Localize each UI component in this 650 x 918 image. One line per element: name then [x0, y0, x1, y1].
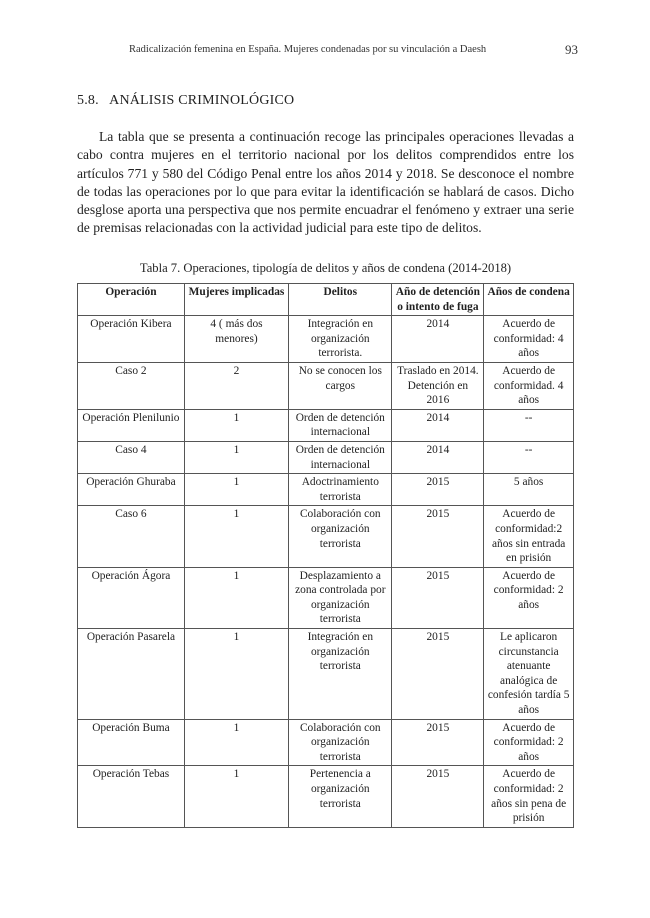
cell-anio: 2015	[392, 719, 484, 766]
cell-condena: Acuerdo de conformidad. 4 años	[484, 362, 574, 409]
cell-operacion: Operación Kibera	[78, 316, 185, 363]
cell-operacion: Caso 4	[78, 441, 185, 473]
cell-delitos: Colaboración con organización terrorista	[289, 719, 392, 766]
operations-table	[77, 283, 574, 828]
header-anios-condena: Años de condena	[484, 284, 574, 316]
cell-delitos: Integración en organización terrorista	[289, 629, 392, 720]
cell-condena: Acuerdo de conformidad: 2 años	[484, 567, 574, 628]
cell-mujeres: 2	[184, 362, 288, 409]
cell-operacion: Caso 6	[78, 506, 185, 567]
cell-delitos: Pertenencia a organización terrorista	[289, 766, 392, 827]
cell-anio: 2014	[392, 316, 484, 363]
cell-delitos: Orden de detención internacional	[289, 441, 392, 473]
body-paragraph: La tabla que se presenta a continuación recoge las principales operaciones llevadas a cabo contra mujeres en el territorio nacional por los delitos comprendidos entre los artículos 771 y 580 del Código Penal entre los años 2014 y 2018. Se desconoce el nombre de todas las operaciones por lo que para evitar la identificación se hablará de casos. Dicho desglose aporta una perspectiva que nos permite encuadrar el fenómeno y extraer una serie de premisas relacionadas con la actividad judicial para este tipo de delitos.	[77, 129, 574, 236]
cell-delitos: Integración en organización terrorista.	[289, 316, 392, 363]
cell-operacion: Operación Ágora	[78, 567, 185, 628]
header-anio-detencion: Año de detención o intento de fuga	[392, 284, 484, 316]
cell-condena: Acuerdo de conformidad:2 años sin entrada en prisión	[484, 506, 574, 567]
cell-condena: Acuerdo de conformidad: 2 años	[484, 719, 574, 766]
table-row	[78, 506, 574, 567]
cell-operacion: Operación Tebas	[78, 766, 185, 827]
cell-condena: --	[484, 409, 574, 441]
cell-delitos: Adoctrinamiento terrorista	[289, 474, 392, 506]
cell-condena: Le aplicaron circunstancia atenuante analógica de confesión tardía 5 años	[484, 629, 574, 720]
cell-mujeres: 1	[184, 629, 288, 720]
table-row	[78, 441, 574, 473]
header-operacion: Operación	[78, 284, 185, 316]
cell-anio: 2015	[392, 766, 484, 827]
cell-anio: 2015	[392, 474, 484, 506]
section-heading: 5.8. ANÁLISIS CRIMINOLÓGICO	[77, 93, 295, 108]
cell-mujeres: 1	[184, 719, 288, 766]
header-mujeres: Mujeres implicadas	[184, 284, 288, 316]
cell-condena: Acuerdo de conformidad: 2 años sin pena de prisión	[484, 766, 574, 827]
cell-operacion: Caso 2	[78, 362, 185, 409]
cell-anio: 2015	[392, 567, 484, 628]
cell-mujeres: 1	[184, 766, 288, 827]
running-head: Radicalización femenina en España. Mujeres condenadas por su vinculación a Daesh	[129, 44, 487, 55]
cell-delitos: Colaboración con organización terrorista	[289, 506, 392, 567]
table-row	[78, 766, 574, 827]
table-row	[78, 409, 574, 441]
page-number: 93	[565, 42, 578, 57]
cell-operacion: Operación Buma	[78, 719, 185, 766]
table-row	[78, 567, 574, 628]
cell-operacion: Operación Plenilunio	[78, 409, 185, 441]
cell-condena: Acuerdo de conformidad: 4 años	[484, 316, 574, 363]
cell-anio: 2014	[392, 441, 484, 473]
cell-anio: 2015	[392, 629, 484, 720]
cell-delitos: No se conocen los cargos	[289, 362, 392, 409]
table-row	[78, 316, 574, 363]
cell-mujeres: 1	[184, 506, 288, 567]
header-delitos: Delitos	[289, 284, 392, 316]
cell-mujeres: 1	[184, 409, 288, 441]
cell-operacion: Operación Pasarela	[78, 629, 185, 720]
cell-delitos: Desplazamiento a zona controlada por organización terrorista	[289, 567, 392, 628]
table-row	[78, 629, 574, 720]
table-row	[78, 474, 574, 506]
cell-mujeres: 1	[184, 567, 288, 628]
cell-condena: 5 años	[484, 474, 574, 506]
table-row	[78, 719, 574, 766]
cell-anio: 2014	[392, 409, 484, 441]
table-caption: Tabla 7. Operaciones, tipología de delitos y años de condena (2014-2018)	[139, 261, 512, 275]
cell-anio: Traslado en 2014. Detención en 2016	[392, 362, 484, 409]
cell-operacion: Operación Ghuraba	[78, 474, 185, 506]
cell-anio: 2015	[392, 506, 484, 567]
cell-delitos: Orden de detención internacional	[289, 409, 392, 441]
cell-mujeres: 1	[184, 474, 288, 506]
table-row	[78, 362, 574, 409]
table-header-row	[78, 284, 574, 316]
cell-mujeres: 4 ( más dos menores)	[184, 316, 288, 363]
cell-condena: --	[484, 441, 574, 473]
cell-mujeres: 1	[184, 441, 288, 473]
